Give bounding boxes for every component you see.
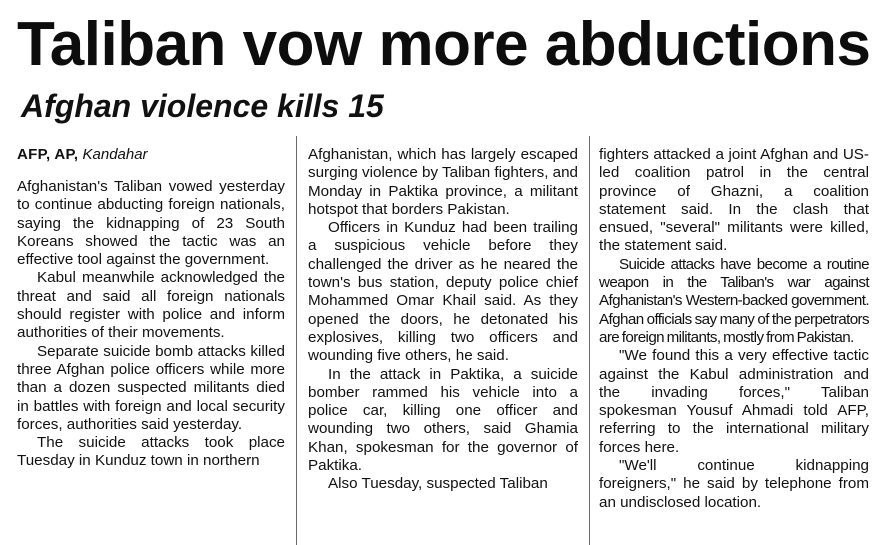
article-column-3 [599, 146, 869, 512]
article-column-1 [17, 146, 285, 471]
subheadline: Afghan violence kills 15 [21, 88, 384, 124]
paragraph: "We found this a very effective tactic against the Kabul administration and the invading forces," Taliban spokesman Yousuf Ahmadi told AFP, referring to the international military forces here. [599, 347, 869, 456]
article-column-2 [308, 146, 578, 494]
headline: Taliban vow more abductions [17, 10, 871, 79]
byline-agencies: AFP, AP, [17, 146, 79, 163]
byline-location: Kandahar [82, 146, 148, 163]
paragraph: Separate suicide bomb attacks killed three Afghan police officers while more than a dozen suspected militants died in battles with foreign and local security forces, authorities said yesterday. [17, 342, 285, 433]
column-divider [296, 136, 297, 545]
paragraph: Officers in Kunduz had been trailing a suspicious vehicle before they challenged the driver as he neared the town's bus station, deputy police chief Mohammed Omar Khail said. As they opened the doors, he detonated his explosives, killing two officers and wounding five others, he said. [308, 219, 578, 365]
byline [17, 146, 285, 164]
paragraph: Afghanistan, which has largely escaped surging violence by Taliban fighters, and Monday in Paktika province, a militant hotspot that borders Pakistan. [308, 146, 578, 218]
paragraph: fighters attacked a joint Afghan and US-led coalition patrol in the central province of Ghazni, a coalition statement said. In the clash that ensued, "several" militants were killed, the statement said. [599, 146, 869, 255]
paragraph: The suicide attacks took place Tuesday in Kunduz town in northern [17, 434, 285, 470]
paragraph: Afghanistan's Taliban vowed yesterday to continue abducting foreign nationals, saying the kidnapping of 23 South Koreans showed the tactic was an effective tool against the government. [17, 178, 285, 269]
column-divider [589, 136, 590, 545]
paragraph: Suicide attacks have become a routine weapon in the Taliban's war against Afghanistan's Western-backed government. Afghan officials say many of the perpetrators are foreign militants, mostly from Pakistan. [599, 255, 869, 346]
paragraph: Kabul meanwhile acknowledged the threat and said all foreign nationals should register with police and inform authorities of their movements. [17, 269, 285, 342]
paragraph: In the attack in Paktika, a suicide bomber rammed his vehicle into a police car, killing one officer and wounding two others, said Ghamia Khan, spokesman for the governor of Paktika. [308, 365, 578, 475]
paragraph: "We'll continue kidnapping foreigners," he said by telephone from an undisclosed location. [599, 457, 869, 511]
paragraph: Also Tuesday, suspected Taliban [328, 475, 548, 493]
